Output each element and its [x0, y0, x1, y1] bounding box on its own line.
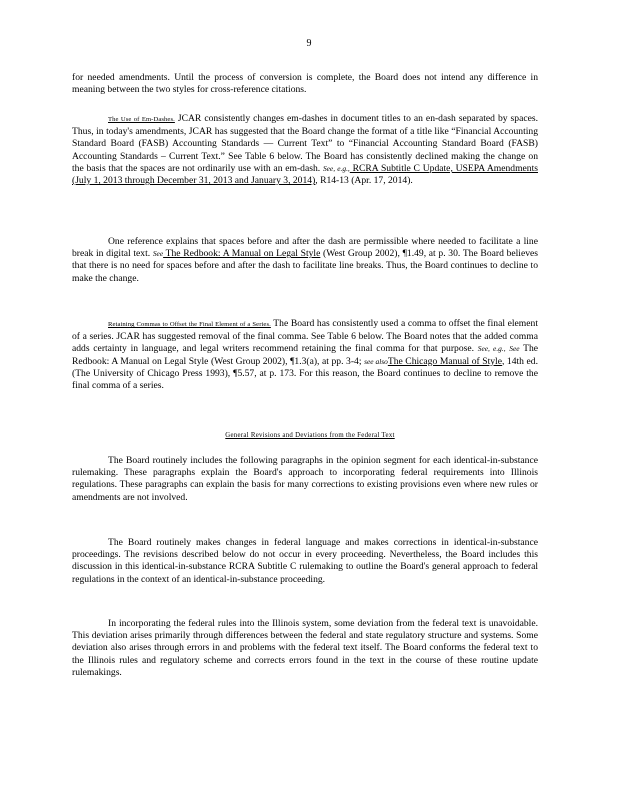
reference-paragraph [72, 236, 538, 285]
commas-paragraph [72, 318, 538, 392]
commas-text [72, 318, 538, 392]
continuation-paragraph [72, 72, 538, 96]
em-dash-citation: RCRA Subtitle C Update, USEPA Amendments (July 1, 2013 through December 31, 2013 and January 3, 2014) [72, 162, 538, 187]
em-dash-text [72, 113, 538, 187]
reference-text-2: (West Group 2002), ¶1.49, at p. 30. The Board believes that there is no need for spaces before and after the dash to facilitate line breaks. Thus, the Board continues to decline to make the change. [72, 248, 538, 284]
page-number: 9 [306, 38, 312, 49]
body-text-2: The Board routinely makes changes in federal language and makes corrections in identical-in-substance proceedings. The revisions described below do not occur in every proceeding. Nevertheless, the Board includes this discussion in this identical-in-substance RCRA Subtitle C rulemaking to outline the Board's general approach to federal regulations in the context of an identical-in-substance proceeding. [72, 537, 538, 585]
em-dash-text-1: JCAR consistently changes em-dashes in document titles to an en-dash separated by spaces. Thus, in today's amendments, JCAR has suggested that the Board change the format of a title like “Financial Accounting Standard Board (FASB) Accounting Standards — Current Text” to “Financial Accounting Standard Board (FASB) Accounting Standards – Current Text.” See Table 6 below. The Board has consistently declined making the change on the basis that the spaces are not ordinarily use with an em-dash. [72, 113, 538, 174]
commas-heading: Retaining Commas to Offset the Final Element of a Series. [108, 321, 271, 328]
em-dash-heading: The Use of Em-Dashes. [108, 116, 175, 123]
commas-see-eg: See, e.g., [477, 344, 506, 354]
em-dash-text-2: , R14-13 (Apr. 17, 2014). [315, 175, 413, 187]
commas-text-1: The Board has consistently used a comma to offset the final element of a series. JCAR has suggested removal of the final comma. See Table 6 below. The Board notes that the added comma adds certainty in language, and legal writers recommend retaining the final comma for that purpose. [72, 318, 538, 355]
reference-see: See [152, 249, 164, 259]
em-dash-see-eg: See, e.g., [322, 163, 350, 173]
body-text-3: In incorporating the federal rules into the Illinois system, some deviation from the federal text is unavoidable. This deviation arises primarily through differences between the federal and state regulatory structure and systems. Some deviation also arises through errors in and problems with the federal text itself. The Board conforms the federal text to the Illinois rules and regulatory scheme and corrects errors found in the text in the course of these routine update rulemakings. [72, 618, 538, 678]
body-paragraph-2 [72, 537, 538, 586]
commas-text-4: , 14th ed. (The University of Chicago Press 1993), ¶5.57, at p. 173. For this reason, the Board continues to decline to remove the final comma of a series. [72, 355, 538, 392]
reference-text-1: One reference explains that spaces before and after the dash are permissible where needed to facilitate a line break in digital text. [72, 236, 538, 260]
body-paragraph-3 [72, 618, 538, 679]
continuation-text: for needed amendments. Until the process of conversion is complete, the Board does not intend any difference in meaning between the two styles for cross-reference citations. [72, 72, 538, 96]
reference-book-title: The Redbook: A Manual on Legal Style [163, 248, 321, 260]
commas-book: The Chicago Manual of Style [387, 355, 502, 367]
commas-text-3: The Redbook: A Manual on Legal Style (West Group 2002), ¶1.3(a), at pp. 3-4; [72, 343, 539, 367]
commas-see: See [509, 344, 520, 354]
reference-text [72, 236, 538, 285]
commas-see-also: see also [364, 356, 388, 366]
section-heading: General Revisions and Deviations from the Federal Text [225, 432, 395, 439]
em-dash-paragraph [72, 113, 538, 187]
body-paragraph-1 [72, 455, 538, 504]
body-text-1: The Board routinely includes the following paragraphs in the opinion segment for each identical-in-substance rulemaking. These paragraphs explain the Board's approach to incorporating federal requirements into Illinois regulations. These paragraphs can explain the basis for many corrections to existing provisions even where new rules or amendments are not involved. [72, 455, 538, 503]
